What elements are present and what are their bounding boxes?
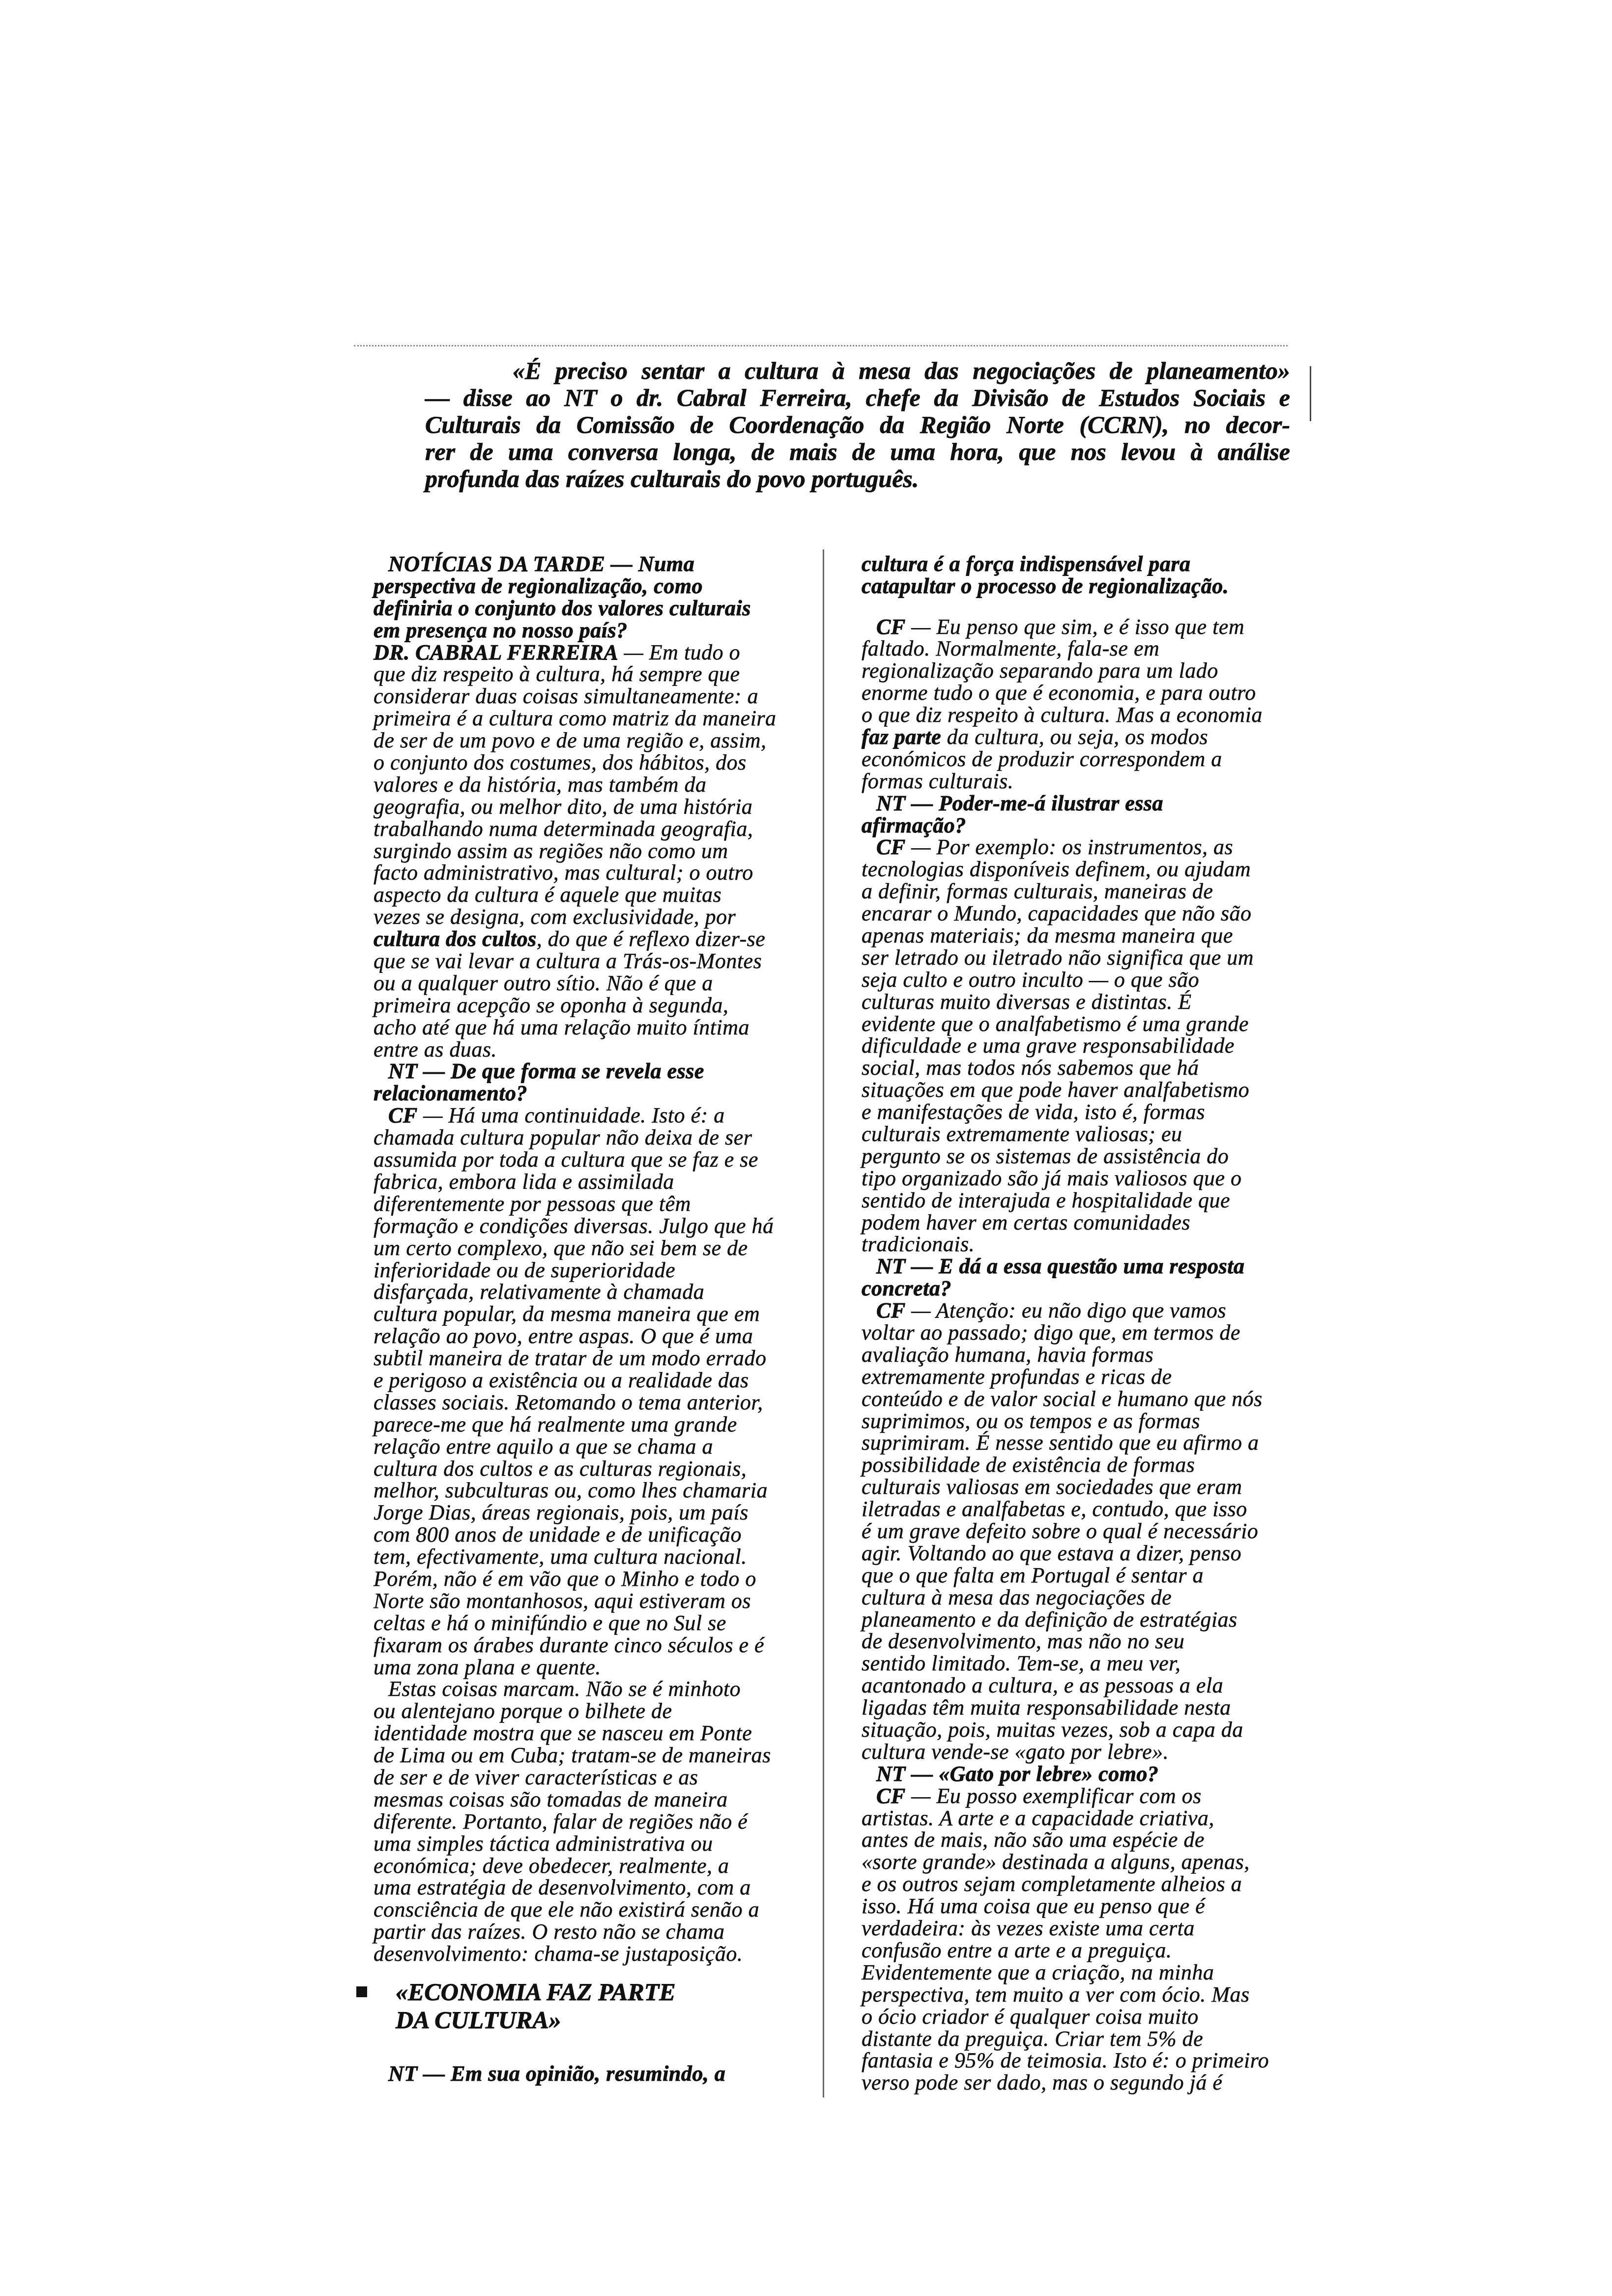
body-text: planeamento e da definição de estratégias [862, 1607, 1238, 1632]
body-text: um certo complexo, que não sei bem se de [374, 1235, 748, 1260]
body-text: aspecto da cultura é aquele que muitas [374, 883, 722, 907]
text-line [862, 1168, 1294, 1190]
text-line [862, 1432, 1294, 1454]
body-text: tem, efectivamente, uma cultura nacional. [374, 1545, 747, 1569]
bold-text: NT — Poder-me-á ilustrar essa [876, 791, 1164, 815]
bold-text: NT — «Gato por lebre» como? [876, 1761, 1159, 1786]
text-line [374, 1325, 806, 1348]
body-text: valores e da história, mas também da [374, 772, 707, 797]
body-text: entre as duas. [374, 1037, 497, 1062]
body-text: pergunto se os sistemas de assistência do [862, 1144, 1229, 1168]
text-line [374, 1612, 806, 1635]
text-line [374, 1303, 806, 1325]
body-text: avaliação humana, havia formas [862, 1342, 1154, 1367]
text-line [374, 1722, 806, 1745]
body-text: culturas muito diversas e distintas. É [862, 989, 1192, 1014]
text-line [374, 553, 806, 575]
text-line [862, 1123, 1294, 1146]
body-text: fabrica, embora lida e assimilada [374, 1169, 674, 1194]
text-line [374, 1568, 806, 1590]
body-text: confusão entre a arte e a preguiça. [862, 1938, 1172, 1962]
body-text: de ser de um povo e de uma região e, assim, [374, 728, 767, 753]
text-line [862, 1697, 1294, 1719]
body-text: é um grave defeito sobre o qual é necessário [862, 1519, 1259, 1544]
body-text: situações em que pode haver analfabetismo [862, 1078, 1250, 1102]
text-line [862, 1388, 1294, 1410]
section-heading-line: «ECONOMIA FAZ PARTE [396, 1978, 676, 2006]
text-line [862, 616, 1294, 638]
text-line [374, 1436, 806, 1458]
body-text: artistas. A arte e a capacidade criativa, [862, 1806, 1214, 1830]
text-line [374, 1635, 806, 1657]
body-text: Jorge Dias, áreas regionais, pois, um país [374, 1500, 748, 1525]
text-line [862, 1653, 1294, 1675]
bold-text: CF [876, 1298, 906, 1323]
body-text: seja culto e outro inculto — o que são [862, 967, 1200, 992]
text-line [374, 708, 806, 730]
body-text: disfarçada, relativamente à chamada [374, 1280, 705, 1304]
text-line [862, 1410, 1294, 1433]
text-line [862, 660, 1294, 682]
text-line [374, 1215, 806, 1237]
body-text: agir. Voltando ao que estava a dizer, penso [862, 1541, 1242, 1565]
body-text: antes de mais, não são uma espécie de [862, 1828, 1205, 1852]
body-text: a definir, formas culturais, maneiras de [862, 879, 1213, 904]
text-line [374, 1789, 806, 1811]
body-text: relação ao povo, entre aspas. O que é uma [374, 1324, 753, 1349]
text-line [862, 881, 1294, 903]
text-line [374, 1700, 806, 1722]
text-line [862, 704, 1294, 726]
text-line [862, 1057, 1294, 1079]
text-line [862, 1366, 1294, 1388]
text-line [862, 1234, 1294, 1256]
text-line [374, 1590, 806, 1612]
left-column [374, 553, 806, 1965]
body-text: culturais extremamente valiosas; eu [862, 1121, 1182, 1146]
text-line [862, 1851, 1294, 1873]
text-line [374, 575, 806, 598]
body-text: cultura vende-se «gato por lebre». [862, 1739, 1169, 1764]
body-text: tecnologias disponíveis definem, ou ajudam [862, 857, 1251, 882]
text-line [374, 1811, 806, 1833]
body-text: que se vai levar a cultura a Trás-os-Montes [374, 949, 762, 974]
text-line [862, 2050, 1294, 2072]
text-line [374, 730, 806, 752]
body-text: encarar o Mundo, capacidades que não são [862, 901, 1252, 926]
lead-line: — disse ao NT o dr. Cabral Ferreira, chefe da Divisão de Estudos Sociais e [425, 384, 1290, 411]
body-text: facto administrativo, mas cultural; o outro [374, 861, 753, 885]
body-text: — Atenção: eu não digo que vamos [905, 1298, 1227, 1323]
text-line [374, 906, 806, 928]
bold-text: definiria o conjunto dos valores culturais [374, 596, 751, 620]
bold-text: relacionamento? [374, 1081, 528, 1106]
body-text: sentido limitado. Tem-se, a meu ver, [862, 1651, 1181, 1676]
body-text: partir das raízes. O resto não se chama [374, 1920, 725, 1944]
clipping-edge [354, 345, 1288, 346]
text-line [862, 1940, 1294, 1962]
body-text: relação entre aquilo a que se chama a [374, 1434, 713, 1459]
body-text: cultura dos cultos e as culturas regionais, [374, 1456, 747, 1481]
text-line [862, 2028, 1294, 2050]
body-text: — Por exemplo: os instrumentos, as [905, 835, 1234, 860]
body-text: diferentemente por pessoas que têm [374, 1191, 691, 1216]
body-text: ligadas têm muita responsabilidade nesta [862, 1695, 1231, 1720]
body-text: Norte são montanhosos, aqui estiveram os [374, 1588, 751, 1613]
body-text: faltado. Normalmente, fala-se em [862, 636, 1160, 661]
bold-text: NOTÍCIAS DA TARDE — Numa [388, 552, 695, 576]
text-line [374, 1370, 806, 1392]
text-line [374, 1899, 806, 1921]
text-line [862, 1918, 1294, 1940]
body-text: distante da preguiça. Criar tem 5% de [862, 2026, 1204, 2051]
body-text: e manifestações de vida, isto é, formas [862, 1100, 1205, 1124]
body-text: perspectiva, tem muito a ver com ócio. Mas [862, 1982, 1250, 2007]
text-line [374, 686, 806, 708]
bold-text: perspectiva de regionalização, como [374, 574, 703, 598]
right-column [862, 616, 1294, 2095]
body-text: — Há uma continuidade. Isto é: a [417, 1103, 725, 1128]
text-line [374, 1260, 806, 1282]
text-line [862, 793, 1294, 815]
text-line [862, 1873, 1294, 1895]
body-text: suprimimos, ou os tempos e as formas [862, 1408, 1201, 1433]
body-text: culturais valiosas em sociedades que eram [862, 1475, 1242, 1499]
text-line [862, 1190, 1294, 1212]
bold-text: em presença no nosso país? [374, 618, 628, 642]
text-line [862, 1675, 1294, 1697]
text-line [862, 553, 1294, 575]
text-line [374, 752, 806, 774]
body-text: fixaram os árabes durante cinco séculos e é [374, 1633, 765, 1657]
body-text: ser letrado ou iletrado não significa que um [862, 945, 1254, 970]
text-line [862, 2072, 1294, 2094]
body-text: Estas coisas marcam. Não se é minhoto [388, 1677, 741, 1701]
body-text: voltar ao passado; digo que, em termos de [862, 1320, 1240, 1345]
body-text: conteúdo e de valor social e humano que nós [862, 1386, 1263, 1411]
body-text: subtil maneira de tratar de um modo errado [374, 1346, 767, 1371]
text-line [862, 1719, 1294, 1741]
text-line [862, 903, 1294, 925]
text-line [862, 1521, 1294, 1543]
body-text: verso pode ser dado, mas o segundo já é [862, 2070, 1223, 2095]
text-line [374, 1193, 806, 1215]
text-line [374, 1237, 806, 1260]
body-text: o ócio criador é qualquer coisa muito [862, 2004, 1199, 2029]
bold-text: CF [388, 1103, 418, 1128]
crop-mark [1310, 366, 1311, 421]
text-line [374, 884, 806, 906]
square-bullet-icon [356, 1986, 367, 1997]
body-text: económica; deve obedecer, realmente, a [374, 1853, 729, 1878]
body-text: e os outros sejam completamente alheios a [862, 1872, 1242, 1896]
bold-text: NT — De que forma se revela esse [388, 1059, 704, 1084]
body-text: primeira é a cultura como matriz da maneira [374, 706, 777, 731]
bold-text: NT — Em sua opinião, resumindo, a [388, 2062, 726, 2086]
body-text: económicos de produzir correspondem a [862, 746, 1222, 771]
body-text: da cultura, ou seja, os modos [941, 724, 1209, 749]
body-text: considerar duas coisas simultaneamente: a [374, 684, 759, 709]
body-text: formação e condições diversas. Julgo que há [374, 1213, 774, 1238]
text-line [374, 663, 806, 686]
body-text: — Eu posso exemplificar com os [905, 1783, 1202, 1808]
body-text: Porém, não é em vão que o Minho e todo o [374, 1566, 756, 1591]
body-text: enorme tudo o que é economia, e para outro [862, 681, 1256, 705]
body-text: de desenvolvimento, mas não no seu [862, 1629, 1185, 1654]
body-text: classes sociais. Retomando o tema anterior, [374, 1390, 763, 1414]
text-line [374, 1105, 806, 1127]
body-text: de Lima ou em Cuba; tratam-se de maneiras [374, 1743, 771, 1768]
text-line [374, 1348, 806, 1370]
body-text: mesmas coisas são tomadas de maneira [374, 1787, 728, 1811]
body-text: — Eu penso que sim, e é isso que tem [905, 614, 1245, 639]
bold-text: CF [876, 1783, 906, 1808]
text-line [374, 1171, 806, 1193]
text-line [862, 836, 1294, 859]
text-line [374, 1061, 806, 1083]
text-line [374, 1392, 806, 1414]
body-text: fantasia e 95% de teimosia. Isto é: o primeiro [862, 2048, 1269, 2073]
text-line [862, 859, 1294, 881]
body-text: cultura à mesa das negociações de [862, 1585, 1172, 1609]
text-line [374, 620, 806, 642]
text-line [862, 1079, 1294, 1101]
text-line [374, 1458, 806, 1480]
text-line [862, 1146, 1294, 1168]
bold-text: cultura é a força indispensável para [862, 552, 1191, 576]
body-text: e perigoso a existência ou a realidade das [374, 1368, 749, 1392]
text-line [862, 1256, 1294, 1278]
text-line [862, 1013, 1294, 1035]
bold-text: DR. CABRAL FERREIRA [374, 640, 619, 664]
body-text: uma simples táctica administrativa ou [374, 1831, 713, 1856]
left-column-continuation [374, 2063, 806, 2085]
text-line [862, 1609, 1294, 1631]
body-text: assumida por toda a cultura que se faz e se [374, 1148, 758, 1172]
lead-line: profunda das raízes culturais do povo português. [425, 465, 919, 492]
bold-text: cultura dos cultos [374, 927, 537, 951]
text-line [374, 1149, 806, 1171]
text-line [374, 818, 806, 840]
body-text: surgindo assim as regiões não como um [374, 838, 728, 863]
bold-text: afirmação? [862, 813, 966, 837]
bold-text: catapultar o processo de regionalização. [862, 574, 1229, 598]
text-line [374, 642, 806, 664]
body-text: extremamente profundas e ricas de [862, 1364, 1172, 1389]
text-line [374, 1017, 806, 1039]
text-line [374, 995, 806, 1017]
lead-line: «É preciso sentar a cultura à mesa das negociações de planeamento» [513, 357, 1290, 384]
body-text: melhor, subculturas ou, como lhes chamaria [374, 1478, 768, 1503]
text-line [862, 2006, 1294, 2028]
body-text: inferioridade ou de superioridade [374, 1258, 676, 1282]
text-line [862, 991, 1294, 1013]
text-line [374, 840, 806, 862]
body-text: ou alentejano porque o bilhete de [374, 1699, 672, 1723]
body-text: celtas e há o minifúndio e que no Sul se [374, 1610, 726, 1635]
text-line [374, 1678, 806, 1700]
text-line [374, 1083, 806, 1105]
body-text: acantonado a cultura, e as pessoas a ela [862, 1673, 1224, 1698]
body-text: trabalhando numa determinada geografia, [374, 816, 753, 841]
lead-line: Culturais da Comissão de Coordenação da Região Norte (CCRN), no decor- [425, 411, 1290, 438]
body-text: uma zona plana e quente. [374, 1655, 601, 1679]
body-text: o que diz respeito à cultura. Mas a economia [862, 703, 1263, 727]
bold-text: faz parte [862, 724, 942, 749]
body-text: suprimiram. É nesse sentido que eu afirmo a [862, 1431, 1259, 1455]
body-text: possibilidade de existência de formas [862, 1453, 1195, 1477]
body-text: social, mas todos nós sabemos que há [862, 1056, 1199, 1080]
bold-text: NT — E dá a essa questão uma resposta [876, 1254, 1245, 1279]
body-text: de ser e de viver características e as [374, 1765, 698, 1789]
body-text: — Em tudo o [618, 640, 741, 664]
body-text: diferente. Portanto, falar de regiões não é [374, 1809, 748, 1834]
text-line [862, 726, 1294, 748]
text-line [374, 1127, 806, 1149]
text-line [862, 1035, 1294, 1057]
body-text: desenvolvimento: chama-se justaposição. [374, 1942, 743, 1966]
body-text: ou a qualquer outro sítio. Não é que a [374, 971, 713, 995]
body-text: «sorte grande» destinada a alguns, apenas, [862, 1850, 1250, 1874]
body-text: sentido de interajuda e hospitalidade que [862, 1188, 1231, 1212]
text-line [862, 1962, 1294, 1984]
text-line [862, 1984, 1294, 2006]
text-line [374, 796, 806, 818]
bold-text: CF [876, 835, 906, 860]
body-text: chamada cultura popular não deixa de ser [374, 1125, 752, 1150]
body-text: com 800 anos de unidade e de unificação [374, 1522, 742, 1547]
text-line [862, 1763, 1294, 1785]
text-line [862, 748, 1294, 771]
text-line [862, 1476, 1294, 1498]
body-text: primeira acepção se oponha à segunda, [374, 993, 729, 1017]
text-line [374, 1767, 806, 1789]
text-line [374, 1502, 806, 1524]
body-text: , do que é reflexo dizer-se [536, 927, 766, 951]
lead-paragraph [425, 357, 1290, 492]
body-text: cultura popular, da mesma maneira que em [374, 1302, 760, 1326]
text-line [374, 1657, 806, 1679]
body-text: geografia, ou melhor dito, de uma história [374, 794, 753, 819]
section-heading-line: DA CULTURA» [396, 2006, 561, 2034]
text-line [374, 1546, 806, 1568]
lead-line: rer de uma conversa longa, de mais de uma hora, que nos levou à análise [425, 438, 1290, 465]
text-line [374, 1877, 806, 1899]
text-line [862, 969, 1294, 991]
text-line [862, 1498, 1294, 1521]
body-text: podem haver em certas comunidades [862, 1210, 1191, 1234]
text-line [862, 947, 1294, 969]
body-text: tradicionais. [862, 1232, 975, 1257]
text-line [374, 1943, 806, 1965]
body-text: apenas materiais; da mesma maneira que [862, 923, 1233, 947]
body-text: situação, pois, muitas vezes, sob a capa da [862, 1718, 1243, 1742]
text-line [862, 1454, 1294, 1476]
body-text: acho até que há uma relação muito íntima [374, 1015, 750, 1039]
text-line [374, 862, 806, 884]
text-line [374, 1833, 806, 1855]
body-text: identidade mostra que se nasceu em Ponte [374, 1721, 752, 1746]
body-text: iletradas e analfabetas e, contudo, que isso [862, 1497, 1247, 1521]
body-text: uma estratégia de desenvolvimento, com a [374, 1875, 751, 1900]
bold-text: CF [876, 614, 906, 639]
body-text: que diz respeito à cultura, há sempre que [374, 662, 740, 687]
text-line [862, 1829, 1294, 1851]
text-line [374, 973, 806, 995]
text-line [374, 1039, 806, 1061]
text-line [862, 815, 1294, 837]
text-line [862, 1741, 1294, 1763]
text-line [862, 1543, 1294, 1565]
text-line [862, 1344, 1294, 1366]
text-line [374, 950, 806, 973]
text-line [862, 1808, 1294, 1830]
body-text: Evidentemente que a criação, na minha [862, 1960, 1214, 1984]
text-line [862, 682, 1294, 704]
text-line [862, 1101, 1294, 1123]
text-line [862, 925, 1294, 947]
right-column-carryover [862, 553, 1294, 598]
text-line [862, 771, 1294, 793]
body-text: formas culturais. [862, 769, 1014, 793]
body-text: dificuldade e uma grave responsabilidade [862, 1033, 1235, 1058]
text-line [374, 2063, 806, 2085]
body-text: parece-me que há realmente uma grande [374, 1412, 737, 1436]
text-line [374, 1921, 806, 1943]
text-line [862, 1322, 1294, 1344]
text-line [374, 1524, 806, 1546]
text-line [862, 1631, 1294, 1653]
body-text: o conjunto dos costumes, dos hábitos, dos [374, 750, 747, 775]
text-line [374, 1480, 806, 1502]
text-line [374, 928, 806, 950]
text-line [374, 1281, 806, 1303]
text-line [862, 1895, 1294, 1918]
text-line [862, 1212, 1294, 1234]
text-line [862, 1587, 1294, 1609]
body-text: tipo organizado são já mais valiosos que o [862, 1166, 1242, 1190]
text-line [862, 638, 1294, 660]
body-text: vezes se designa, com exclusividade, por [374, 905, 736, 929]
bold-text: concreta? [862, 1276, 951, 1301]
text-line [862, 1565, 1294, 1587]
body-text: regionalização separando para um lado [862, 659, 1218, 683]
text-line [374, 1855, 806, 1877]
text-line [374, 1745, 806, 1767]
text-line [374, 774, 806, 796]
body-text: isso. Há uma coisa que eu penso que é [862, 1894, 1206, 1919]
text-line [862, 575, 1294, 598]
text-line [862, 1785, 1294, 1808]
section-heading [396, 1978, 676, 2034]
text-line [862, 1300, 1294, 1322]
text-line [374, 1414, 806, 1436]
body-text: evidente que o analfabetismo é uma grande [862, 1011, 1249, 1036]
body-text: consciência de que ele não existirá senão a [374, 1897, 760, 1922]
column-divider [823, 549, 824, 2097]
body-text: que o que falta em Portugal é sentar a [862, 1563, 1204, 1587]
text-line [374, 598, 806, 620]
text-line [862, 1278, 1294, 1300]
body-text: verdadeira: às vezes existe uma certa [862, 1916, 1195, 1941]
